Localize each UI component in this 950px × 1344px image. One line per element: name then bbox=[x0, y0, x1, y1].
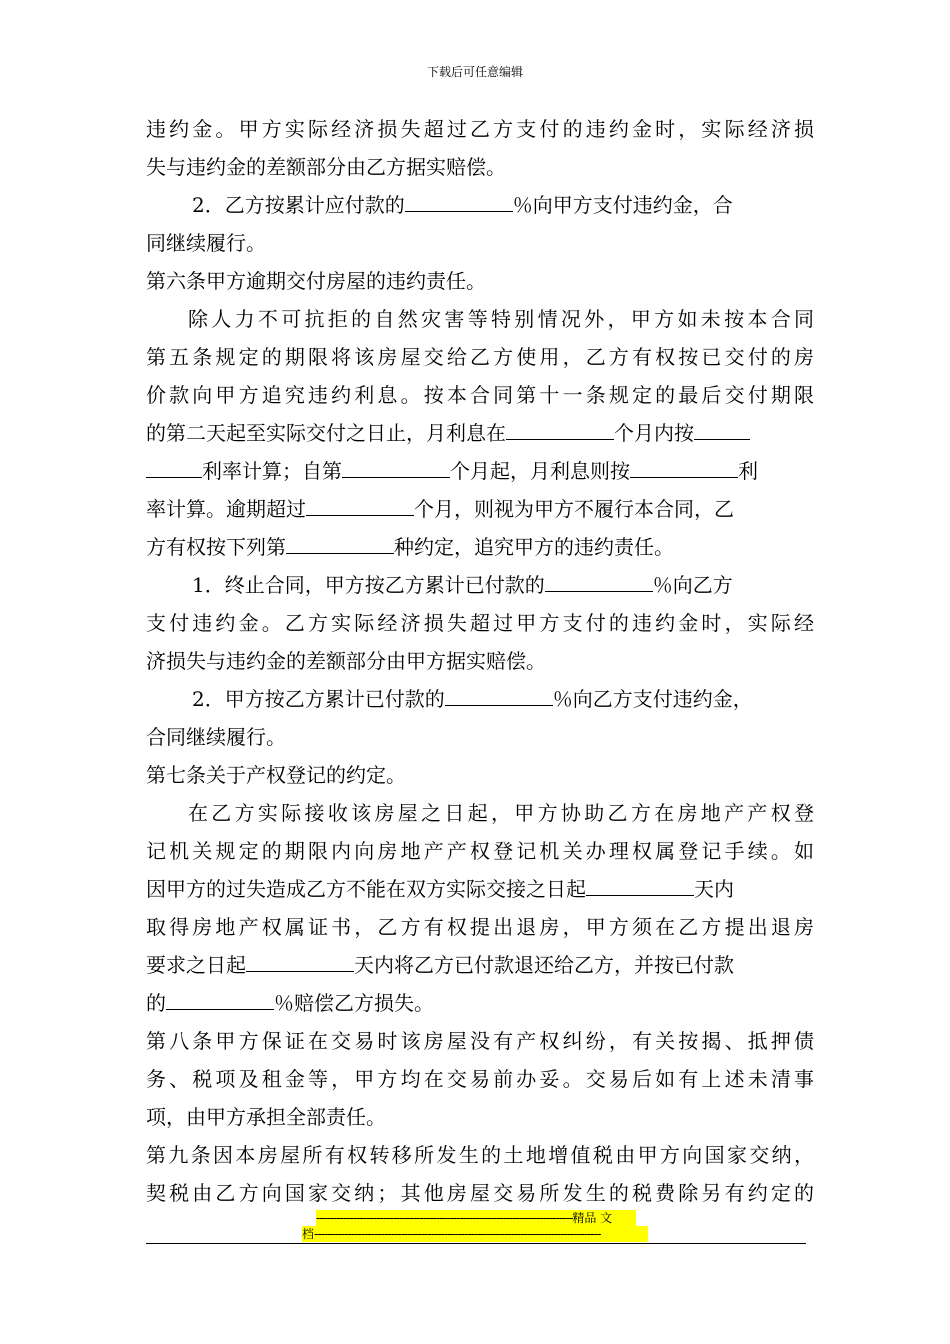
text-line: 失与违约金的差额部分由乙方据实赔偿。 bbox=[146, 155, 506, 179]
text-line: 1．终止合同，甲方按乙方累计已付款的 ％向乙方 bbox=[146, 566, 814, 604]
blank-field bbox=[306, 493, 414, 516]
text-line: 务、税项及租金等，甲方均在交易前办妥。交易后如有上述未清事 bbox=[146, 1067, 814, 1091]
blank-field bbox=[506, 417, 614, 440]
text-line: 因甲方的过失造成乙方不能在双方实际交接之日起 天内 bbox=[146, 870, 814, 908]
text-line: 项，由甲方承担全部责任。 bbox=[146, 1105, 386, 1129]
text-line: 支付违约金。乙方实际经济损失超过甲方支付的违约金时，实际经 bbox=[146, 611, 814, 635]
text-line: 契税由乙方向国家交纳；其他房屋交易所发生的税费除另有约定的 bbox=[146, 1181, 814, 1205]
blank-field bbox=[545, 569, 653, 592]
blank-field bbox=[146, 455, 202, 478]
text-line: 2．乙方按累计应付款的 ％向甲方支付违约金，合 bbox=[146, 186, 814, 224]
text-line: 价款向甲方追究违约利息。按本合同第十一条规定的最后交付期限 bbox=[146, 383, 814, 407]
text-line: 除人力不可抗拒的自然灾害等特别情况外，甲方如未按本合同 bbox=[188, 307, 814, 331]
text-line: 2．甲方按乙方累计已付款的 ％向乙方支付违约金， bbox=[146, 680, 814, 718]
text-line: 第五条规定的期限将该房屋交给乙方使用，乙方有权按已交付的房 bbox=[146, 345, 814, 369]
blank-field bbox=[405, 189, 513, 212]
text-line: 方有权按下列第 种约定，追究甲方的违约责任。 bbox=[146, 528, 814, 566]
blank-field bbox=[586, 873, 694, 896]
text-line: 济损失与违约金的差额部分由甲方据实赔偿。 bbox=[146, 649, 546, 673]
document-body bbox=[146, 110, 814, 1212]
article-heading: 第八条甲方保证在交易时该房屋没有产权纠纷，有关按揭、抵押债 bbox=[146, 1029, 814, 1053]
article-heading: 第九条因本房屋所有权转移所发生的土地增值税由甲方向国家交纳， bbox=[146, 1143, 814, 1167]
article-heading: 第六条甲方逾期交付房屋的违约责任。 bbox=[146, 269, 486, 293]
footer-text: 精品 文 bbox=[572, 1211, 613, 1225]
text-line: 率计算。逾期超过 个月，则视为甲方不履行本合同，乙 bbox=[146, 490, 814, 528]
text-line: 违约金。甲方实际经济损失超过乙方支付的违约金时，实际经济损 bbox=[146, 117, 814, 141]
footer-dashes: -------------------------------------------------------------------------------------- bbox=[314, 1227, 601, 1241]
footer-text: 档 bbox=[302, 1227, 315, 1241]
text-line: 同继续履行。 bbox=[146, 231, 266, 255]
blank-field bbox=[630, 455, 738, 478]
header-text: 下载后可任意编辑 bbox=[426, 65, 523, 79]
text-line: 取得房地产权属证书，乙方有权提出退房，甲方须在乙方提出退房 bbox=[146, 915, 814, 939]
footer-highlight-line bbox=[316, 1210, 636, 1226]
text-line: 在乙方实际接收该房屋之日起，甲方协助乙方在房地产产权登 bbox=[188, 801, 814, 825]
article-heading: 第七条关于产权登记的约定。 bbox=[146, 763, 406, 787]
text-line: 记机关规定的期限内向房地产产权登记机关办理权属登记手续。如 bbox=[146, 839, 814, 863]
blank-field bbox=[342, 455, 450, 478]
blank-field bbox=[694, 417, 750, 440]
page-header bbox=[0, 64, 950, 80]
footer-divider bbox=[146, 1243, 806, 1244]
blank-field bbox=[286, 531, 394, 554]
blank-field bbox=[166, 987, 274, 1010]
blank-field bbox=[445, 683, 553, 706]
footer-highlight-line bbox=[302, 1226, 648, 1242]
blank-field bbox=[246, 949, 354, 972]
footer-dashes: ----------------------------------------------------------------------------- bbox=[316, 1211, 573, 1225]
text-line: 利率计算；自第 个月起，月利息则按 利 bbox=[146, 452, 814, 490]
text-line: 要求之日起 天内将乙方已付款退还给乙方，并按已付款 bbox=[146, 946, 814, 984]
text-line: 合同继续履行。 bbox=[146, 725, 286, 749]
text-line: 的第二天起至实际交付之日止，月利息在 个月内按 bbox=[146, 414, 814, 452]
text-line: 的 ％赔偿乙方损失。 bbox=[146, 984, 814, 1022]
